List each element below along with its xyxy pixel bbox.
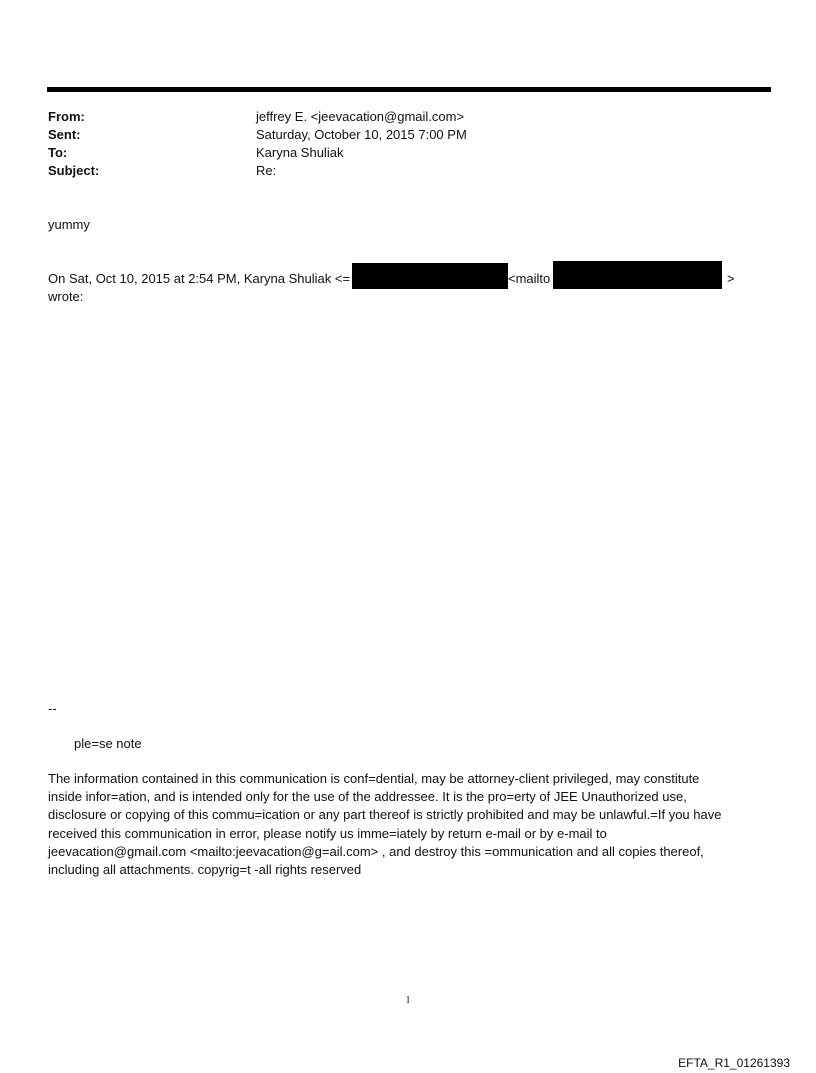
quote-mailto: <mailto xyxy=(508,271,551,286)
disclaimer-line: disclosure or copying of this commu=ication or any part thereof is strictly prohibited and may be unlawful.=If you have xyxy=(48,807,722,823)
disclaimer-line: The information contained in this communication is conf=dential, may be attorney-client privileged, may constitute xyxy=(48,771,700,786)
redaction-block-1 xyxy=(352,263,508,289)
disclaimer-line: received this communication in error, please notify us imme=iately by return e-mail or by e-mail to xyxy=(48,825,607,841)
quote-wrote: wrote: xyxy=(48,289,84,304)
from-value: jeffrey E. <jeevacation@gmail.com> xyxy=(256,109,465,124)
disclaimer-line: jeevacation@gmail.com <mailto:jeevacation@g=ail.com> , and destroy this =ommunication and all copies thereof, xyxy=(48,843,704,859)
to-value: Karyna Shuliak xyxy=(256,145,344,160)
disclaimer-line: inside infor=ation, and is intended only for the use of the addressee. It is the pro=erty of JEE Unauthorized use, xyxy=(48,789,687,805)
page-number: 1 xyxy=(405,995,411,1006)
document-id: EFTA_R1_01261393 xyxy=(678,1056,790,1070)
to-label: To: xyxy=(48,145,68,160)
quote-prefix: On Sat, Oct 10, 2015 at 2:54 PM, Karyna Shuliak <= xyxy=(48,271,351,286)
from-label: From: xyxy=(48,109,85,124)
signature-separator: -- xyxy=(48,701,57,716)
header-divider-rule xyxy=(47,87,771,92)
subject-value: Re: xyxy=(256,163,277,178)
disclaimer-line: including all attachments. copyrig=t -all rights reserved xyxy=(48,862,362,878)
redaction-block-2 xyxy=(553,261,722,289)
sent-label: Sent: xyxy=(48,127,81,142)
subject-label: Subject: xyxy=(48,163,100,178)
please-note-text: ple=se note xyxy=(74,736,142,751)
message-text: yummy xyxy=(48,217,90,232)
sent-value: Saturday, October 10, 2015 7:00 PM xyxy=(256,127,467,142)
confidentiality-disclaimer xyxy=(48,770,768,879)
quote-close: > xyxy=(727,271,735,286)
